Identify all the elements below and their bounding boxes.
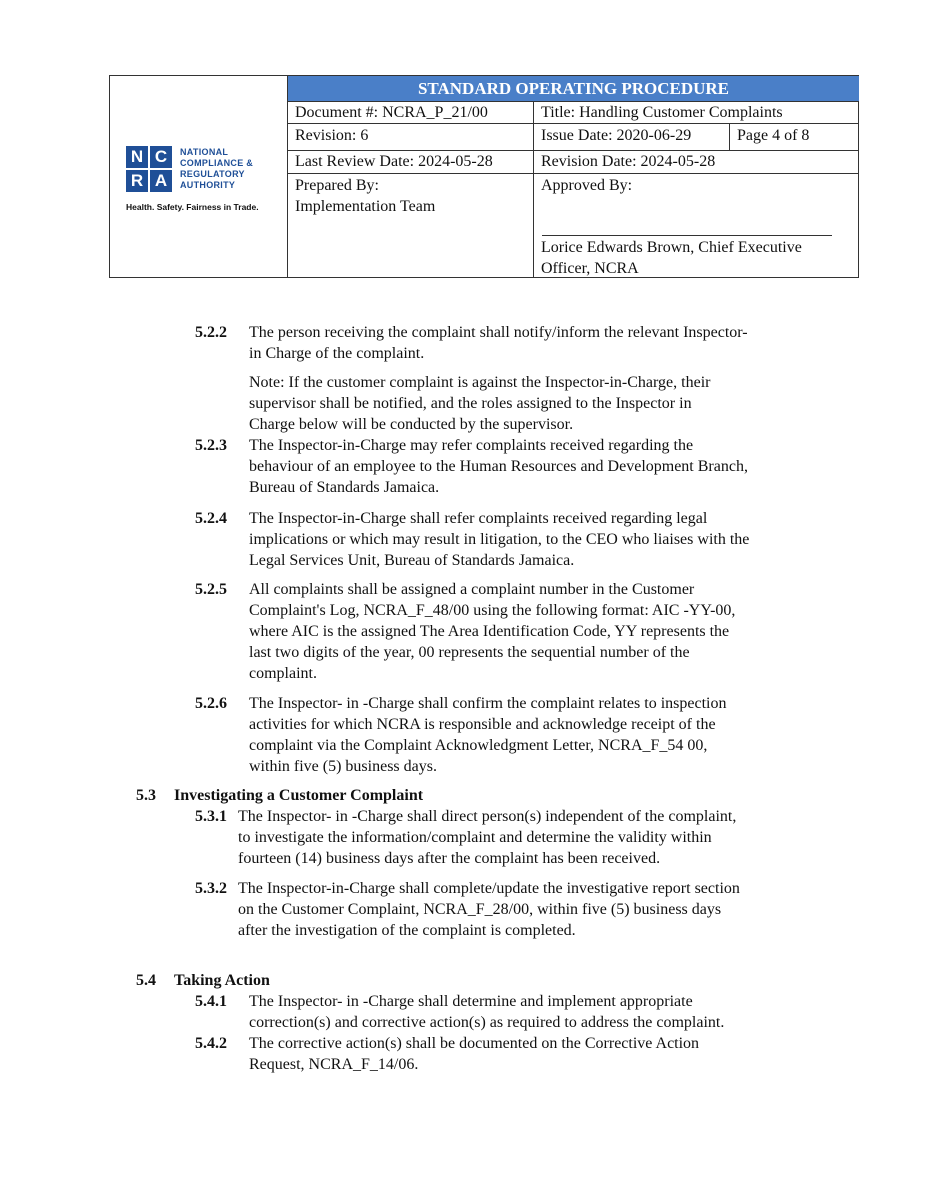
- logo-word-compliance: COMPLIANCE &: [180, 158, 254, 168]
- clause-line: complaint.: [249, 665, 317, 682]
- clause-number: 5.4.2: [195, 1035, 227, 1052]
- clause-text: [238, 806, 736, 869]
- note-line: Charge below will be conducted by the supervisor.: [249, 416, 574, 433]
- clause-line: The Inspector-in-Charge may refer complaints received regarding the: [249, 437, 694, 454]
- clause-line: The Inspector-in-Charge shall refer complaints received regarding legal: [249, 510, 708, 527]
- logo-letter-r: R: [126, 170, 148, 192]
- clause-line: within five (5) business days.: [249, 758, 437, 775]
- clause-line: The Inspector- in -Charge shall direct person(s) independent of the complaint,: [238, 808, 737, 825]
- issue-date: Issue Date: 2020-06-29: [541, 127, 692, 144]
- clause-line: Bureau of Standards Jamaica.: [249, 479, 440, 496]
- clause-line: where AIC is the assigned The Area Identification Code, YY represents the: [249, 623, 730, 640]
- note-line: supervisor shall be notified, and the roles assigned to the Inspector in: [249, 395, 692, 412]
- clause-line: in Charge of the complaint.: [249, 345, 425, 362]
- clause-line: Request, NCRA_F_14/06.: [249, 1056, 419, 1073]
- clause-line: Legal Services Unit, Bureau of Standards Jamaica.: [249, 552, 575, 569]
- clause-line: complaint via the Complaint Acknowledgment Letter, NCRA_F_54 00,: [249, 737, 708, 754]
- clause-text: [249, 693, 726, 777]
- clause-number: 5.4.1: [195, 993, 227, 1010]
- clause-text: [249, 991, 724, 1033]
- page-number: Page 4 of 8: [737, 127, 810, 144]
- logo-letter-a: A: [150, 170, 172, 192]
- section-title: Taking Action: [174, 972, 270, 989]
- clause-line: All complaints shall be assigned a complaint number in the Customer: [249, 581, 695, 598]
- sop-title-bar: STANDARD OPERATING PROCEDURE: [288, 76, 859, 102]
- clause-line: The person receiving the complaint shall notify/inform the relevant Inspector-: [249, 324, 748, 341]
- prepared-by-label: Prepared By:: [295, 177, 379, 194]
- prepared-by: Implementation Team: [295, 198, 436, 215]
- clause-number: 5.3.1: [195, 808, 227, 825]
- section-title: Investigating a Customer Complaint: [174, 787, 424, 804]
- clause-text: [249, 1033, 699, 1075]
- logo-letter-n: N: [126, 146, 148, 168]
- clause-line: fourteen (14) business days after the complaint has been received.: [238, 850, 661, 867]
- clause-number: 5.2.3: [195, 437, 227, 454]
- clause-line: activities for which NCRA is responsible and acknowledge receipt of the: [249, 716, 716, 733]
- clause-line: Complaint's Log, NCRA_F_48/00 using the following format: AIC -YY-00,: [249, 602, 736, 619]
- revision-date: Revision Date: 2024-05-28: [541, 153, 716, 170]
- clause-text: [249, 579, 735, 684]
- clause-text: [249, 508, 749, 571]
- logo-word-authority: AUTHORITY: [180, 180, 236, 190]
- note-line: Note: If the customer complaint is against the Inspector-in-Charge, their: [249, 374, 711, 391]
- logo-letter-c: C: [150, 146, 172, 168]
- approver-title: Officer, NCRA: [541, 260, 639, 277]
- approved-by-label: Approved By:: [541, 177, 633, 194]
- clause-line: behaviour of an employee to the Human Resources and Development Branch,: [249, 458, 748, 475]
- clause-line: The Inspector-in-Charge shall complete/update the investigative report section: [238, 880, 740, 897]
- clause-number: 5.3.2: [195, 880, 227, 897]
- clause-number: 5.2.4: [195, 510, 227, 527]
- clause-text: [238, 878, 740, 941]
- clause-line: to investigate the information/complaint and determine the validity within: [238, 829, 712, 846]
- revision: Revision: 6: [295, 127, 369, 144]
- section-number: 5.4: [136, 972, 156, 989]
- clause-number: 5.2.5: [195, 581, 227, 598]
- logo-word-regulatory: REGULATORY: [180, 169, 245, 179]
- clause-line: correction(s) and corrective action(s) as required to address the complaint.: [249, 1014, 725, 1031]
- clause-line: after the investigation of the complaint is completed.: [238, 922, 576, 939]
- clause-number: 5.2.2: [195, 324, 227, 341]
- clause-line: on the Customer Complaint, NCRA_F_28/00, within five (5) business days: [238, 901, 722, 918]
- clause-number: 5.2.6: [195, 695, 227, 712]
- document-number: Document #: NCRA_P_21/00: [295, 104, 488, 121]
- clause-note: [249, 372, 710, 435]
- clause-line: The Inspector- in -Charge shall confirm the complaint relates to inspection: [249, 695, 727, 712]
- last-review-date: Last Review Date: 2024-05-28: [295, 153, 493, 170]
- section-number: 5.3: [136, 787, 156, 804]
- clause-line: The Inspector- in -Charge shall determine and implement appropriate: [249, 993, 693, 1010]
- clause-line: The corrective action(s) shall be documented on the Corrective Action: [249, 1035, 700, 1052]
- clause-text: [249, 322, 748, 364]
- document-title: Title: Handling Customer Complaints: [541, 104, 783, 121]
- clause-line: implications or which may result in litigation, to the CEO who liaises with the: [249, 531, 750, 548]
- clause-line: last two digits of the year, 00 represents the sequential number of the: [249, 644, 690, 661]
- logo-word-national: NATIONAL: [180, 147, 229, 157]
- clause-text: [249, 435, 748, 498]
- logo-tagline: Health. Safety. Fairness in Trade.: [126, 202, 259, 212]
- approver-name: Lorice Edwards Brown, Chief Executive: [541, 239, 802, 256]
